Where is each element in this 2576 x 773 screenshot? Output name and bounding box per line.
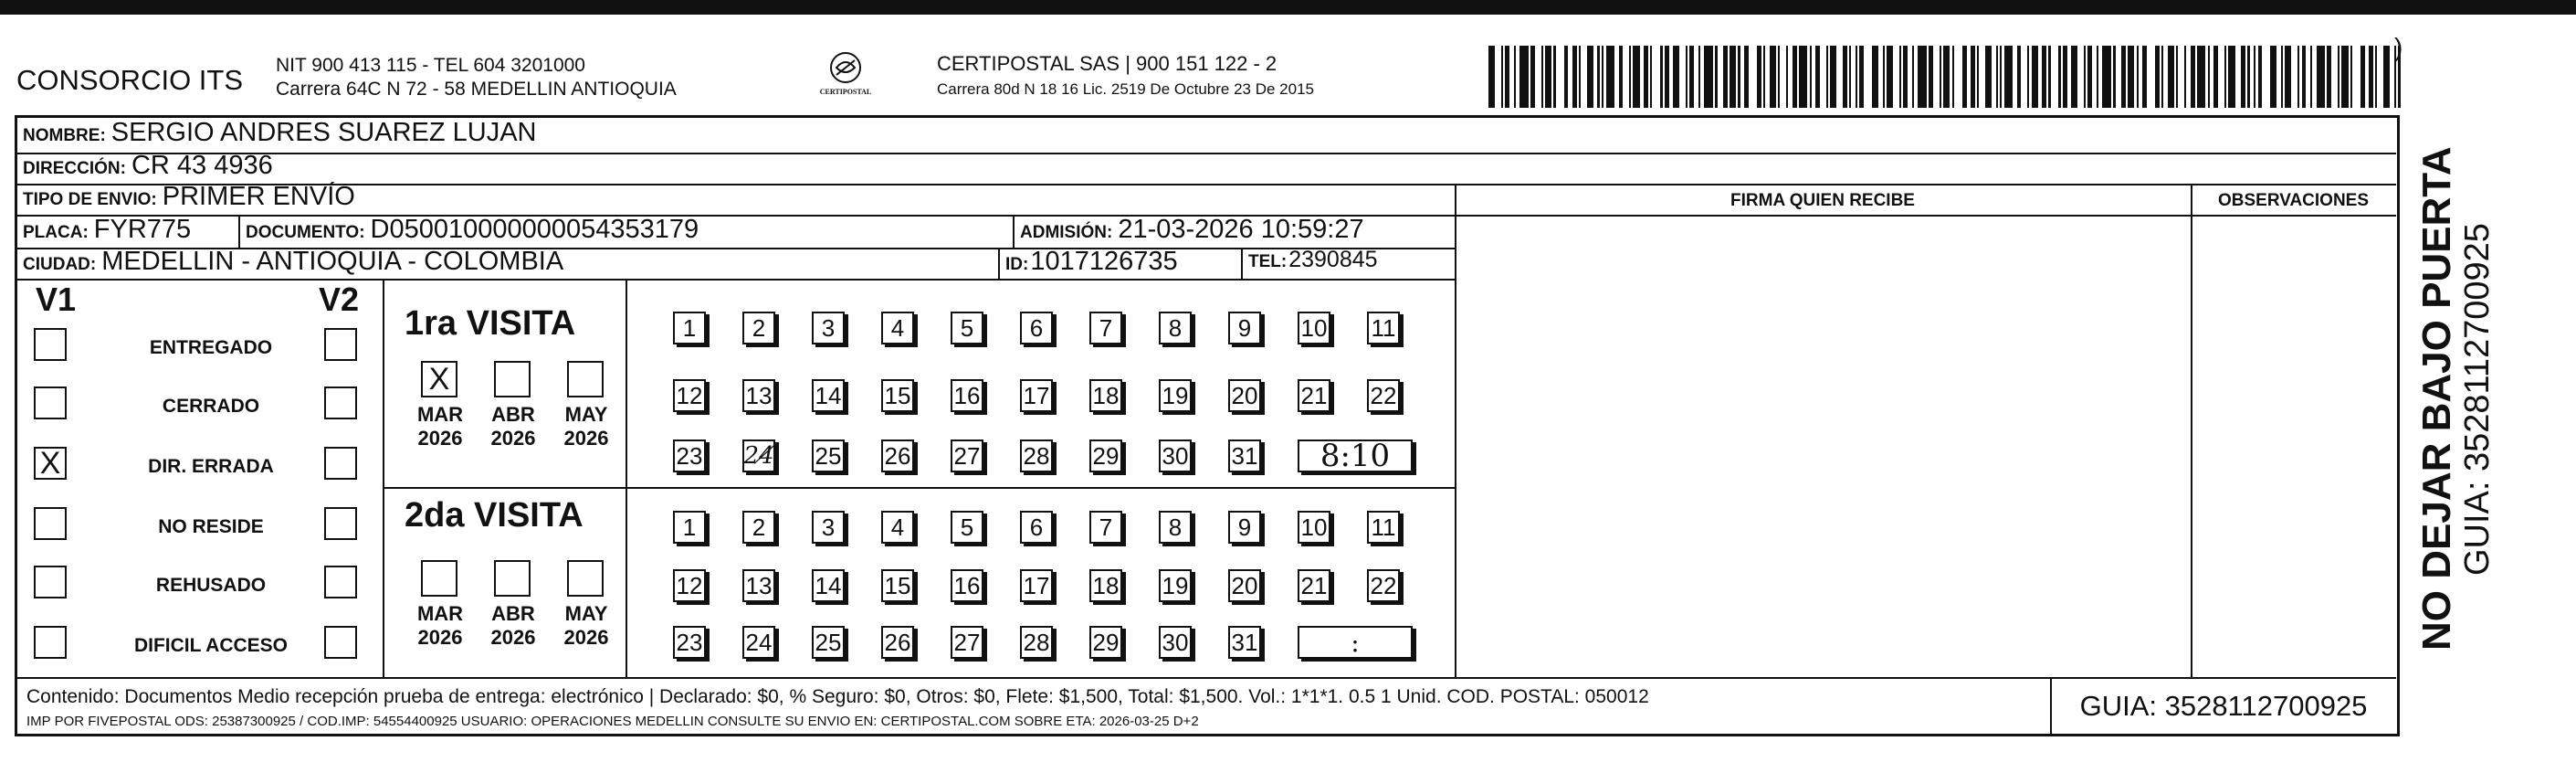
divider <box>17 677 2396 679</box>
day-box[interactable]: 17 <box>1020 569 1053 602</box>
day-box[interactable]: 19 <box>1159 569 1192 602</box>
day-box[interactable]: 29 <box>1089 626 1122 659</box>
barcode-bar <box>2241 46 2245 108</box>
barcode-bar <box>1738 46 1740 108</box>
barcode-bar <box>2087 46 2092 108</box>
firma-header: FIRMA QUIEN RECIBE <box>1730 191 1915 210</box>
day-box[interactable]: 20 <box>1228 379 1261 412</box>
barcode-bar <box>2341 46 2348 108</box>
barcode-bar <box>1686 46 1688 108</box>
barcode-bar <box>2197 46 2206 108</box>
barcode-bar <box>2247 46 2249 108</box>
month-checkbox[interactable] <box>567 361 604 397</box>
day-box[interactable]: 27 <box>951 626 983 659</box>
direccion-value: CR 43 4936 <box>131 151 273 180</box>
day-box[interactable]: 8 <box>1159 511 1192 544</box>
barcode-bar <box>2137 46 2139 108</box>
barcode-bar <box>2258 46 2263 108</box>
barcode-bar <box>1602 46 1603 108</box>
barcode-bar <box>2270 46 2276 108</box>
barcode-bar <box>2113 46 2115 108</box>
barcode-bar <box>1883 46 1885 108</box>
barcode-bar <box>1810 46 1812 108</box>
barcode-bar <box>1826 46 1828 108</box>
barcode-bar <box>2155 46 2160 108</box>
observaciones-header: OBSERVACIONES <box>2217 191 2370 210</box>
day-box[interactable]: 2 <box>742 511 775 544</box>
divider <box>626 279 627 677</box>
barcode-bar <box>1619 46 1624 108</box>
barcode-bar <box>1903 46 1908 108</box>
barcode-bar <box>1763 46 1765 108</box>
v2-checkbox[interactable] <box>324 566 357 598</box>
placa-value: FYR775 <box>93 215 192 244</box>
tel-label: TEL: <box>1248 252 1288 271</box>
divider <box>17 153 2396 154</box>
day-box[interactable]: 3 <box>812 511 845 544</box>
barcode-bar <box>1996 46 1998 108</box>
day-box[interactable]: 31 <box>1228 626 1261 659</box>
top-border-bar <box>0 0 2576 15</box>
barcode-bar <box>1488 46 1495 108</box>
barcode-bar <box>1553 46 1555 108</box>
barcode-bar <box>1843 46 1847 108</box>
admision-label: ADMISIÓN: <box>1020 223 1113 242</box>
barcode-bar <box>1757 46 1761 108</box>
guia-footer: GUIA: 3528112700925 <box>2079 690 2368 722</box>
barcode-bar <box>2071 46 2077 108</box>
nombre-value: SERGIO ANDRES SUAREZ LUJAN <box>110 118 537 147</box>
barcode-bar <box>1698 46 1700 108</box>
day-box[interactable]: 2 <box>742 312 775 344</box>
barcode-bar <box>1952 46 1954 108</box>
divider <box>17 184 2396 185</box>
barcode-bar <box>2048 46 2050 108</box>
barcode-bar <box>2281 46 2283 108</box>
barcode-bar <box>1887 46 1893 108</box>
second-visit-title: 2da VISITA <box>405 496 584 535</box>
barcode-bar <box>2102 46 2111 108</box>
v1-checkbox[interactable] <box>34 566 67 598</box>
barcode-bar <box>2228 46 2234 108</box>
barcode-bar <box>1723 46 1728 108</box>
logo-text: CERTIPOSTAL <box>819 88 872 96</box>
day-box[interactable]: 30 <box>1159 439 1192 472</box>
day-box[interactable]: 26 <box>881 439 914 472</box>
day-box[interactable]: 25 <box>812 626 845 659</box>
month-checkbox[interactable] <box>494 361 531 397</box>
barcode-bar <box>2383 46 2390 108</box>
barcode-bar <box>2042 46 2046 108</box>
barcode-bar <box>1793 46 1797 108</box>
v2-checkbox[interactable] <box>324 447 357 480</box>
tipo-value: PRIMER ENVÍO <box>162 182 355 211</box>
barcode-bar <box>2369 46 2373 108</box>
day-box[interactable]: 21 <box>1298 379 1330 412</box>
day-box[interactable]: 7 <box>1089 312 1122 344</box>
barcode-bar <box>1689 46 1694 108</box>
id-label: ID: <box>1005 255 1029 274</box>
day-box[interactable]: 5 <box>951 511 983 544</box>
day-box[interactable]: 17 <box>1020 379 1053 412</box>
day-box[interactable]: 11 <box>1367 511 1400 544</box>
barcode-bar <box>2000 46 2002 108</box>
divider <box>383 279 384 677</box>
day-box[interactable]: 1 <box>673 511 706 544</box>
divider <box>17 279 1455 281</box>
barcode-bar <box>2224 46 2226 108</box>
month-label: MAR 2026 <box>416 403 464 450</box>
certipostal-logo <box>816 49 875 106</box>
day-box[interactable]: 28 <box>1020 626 1053 659</box>
nombre-row <box>23 118 537 148</box>
direccion-label: DIRECCIÓN: <box>23 159 126 178</box>
barcode-bar <box>1514 46 1516 108</box>
barcode-bar <box>1519 46 1529 108</box>
v1-checkbox[interactable] <box>34 386 67 419</box>
barcode-bar <box>1918 46 1927 108</box>
month-checkbox[interactable] <box>421 560 457 597</box>
divider <box>1241 248 1243 279</box>
month-label: MAY 2026 <box>563 602 609 649</box>
status-label: DIFICIL ACCESO <box>133 635 288 656</box>
delivery-form <box>15 115 2400 736</box>
v2-checkbox[interactable] <box>324 626 357 659</box>
barcode-bar <box>1673 46 1679 108</box>
barcode-bar <box>2176 46 2178 108</box>
no-dejar-bajo-puerta: NO DEJAR BAJO PUERTA <box>2414 146 2459 651</box>
barcode-bar <box>1629 46 1631 108</box>
month-label: ABR 2026 <box>490 403 536 450</box>
id-cell <box>1005 247 1178 277</box>
barcode-bar <box>2027 46 2029 108</box>
day-box[interactable]: 4 <box>881 511 914 544</box>
month-label: ABR 2026 <box>490 602 536 649</box>
v1-checkbox[interactable] <box>34 328 67 361</box>
admision-cell <box>1020 215 1364 245</box>
barcode-bar <box>1730 46 1736 108</box>
day-box[interactable]: 9 <box>1228 511 1261 544</box>
barcode-bar <box>1856 46 1857 108</box>
id-value: 1017126735 <box>1030 247 1178 276</box>
company-nit: NIT 900 413 115 - TEL 604 3201000 <box>276 55 585 76</box>
barcode-bar <box>2302 46 2307 108</box>
day-box[interactable]: 11 <box>1367 312 1400 344</box>
barcode-bar <box>1644 46 1648 108</box>
barcode <box>1488 46 2406 108</box>
barcode-bar <box>1633 46 1639 108</box>
day-box[interactable]: 23 <box>673 626 706 659</box>
barcode-bar <box>1872 46 1878 108</box>
direccion-row <box>23 151 273 181</box>
barcode-bar <box>1899 46 1901 108</box>
day-box[interactable]: 4 <box>881 312 914 344</box>
day-box[interactable]: 14 <box>812 379 845 412</box>
barcode-bar <box>1587 46 1593 108</box>
barcode-bar <box>1786 46 1788 108</box>
day-box[interactable]: 15 <box>881 569 914 602</box>
barcode-bar <box>2285 46 2291 108</box>
placa-label: PLACA: <box>23 223 89 242</box>
barcode-bar <box>1545 46 1551 108</box>
barcode-bar <box>1650 46 1652 108</box>
month-label: MAR 2026 <box>416 602 464 649</box>
barcode-bar <box>2317 46 2326 108</box>
divider <box>383 487 1455 489</box>
v1-checkbox[interactable] <box>34 507 67 540</box>
v2-checkbox[interactable] <box>324 386 357 419</box>
day-box[interactable]: 13 <box>742 379 775 412</box>
nombre-label: NOMBRE: <box>23 126 106 145</box>
company-name: CONSORCIO ITS <box>16 64 244 96</box>
barcode-bar <box>2121 46 2126 108</box>
time-box[interactable]: 8:10 <box>1298 439 1413 472</box>
day-box[interactable]: 6 <box>1020 511 1053 544</box>
month-checkbox[interactable] <box>567 560 604 597</box>
barcode-bar <box>2338 46 2339 108</box>
day-box[interactable]: 12 <box>673 569 706 602</box>
barcode-bar <box>1660 46 1662 108</box>
day-box[interactable]: 18 <box>1089 569 1122 602</box>
certipostal-address: Carrera 80d N 18 16 Lic. 2519 De Octubre 23 De 2015 <box>937 80 1314 98</box>
barcode-bar <box>2097 46 2098 108</box>
v2-checkbox[interactable] <box>324 507 357 540</box>
barcode-bar <box>2017 46 2022 108</box>
barcode-bar <box>2254 46 2255 108</box>
barcode-bar <box>2032 46 2038 108</box>
barcode-bar <box>1572 46 1577 108</box>
barcode-bar <box>2310 46 2312 108</box>
month-checkbox[interactable]: X <box>421 361 457 397</box>
barcode-bar <box>1815 46 1820 108</box>
barcode-bar <box>2213 46 2218 108</box>
barcode-bar <box>1962 46 1967 108</box>
divider <box>2191 184 2192 677</box>
status-label: NO RESIDE <box>158 516 264 537</box>
barcode-bar <box>1770 46 1776 108</box>
tel-value: 2390845 <box>1288 247 1378 272</box>
guia-vertical: GUIA: 3528112700925 <box>2458 223 2497 576</box>
day-box[interactable]: 12 <box>673 379 706 412</box>
status-label: CERRADO <box>162 396 260 417</box>
barcode-bar <box>1971 46 1975 108</box>
day-box[interactable]: 22 <box>1367 569 1400 602</box>
barcode-bar <box>2058 46 2060 108</box>
barcode-bar <box>2142 46 2147 108</box>
barcode-bar <box>1943 46 1950 108</box>
day-box[interactable]: 19 <box>1159 379 1192 412</box>
status-label: ENTREGADO <box>149 337 273 358</box>
barcode-bar <box>2184 46 2186 108</box>
tipo-label: TIPO DE ENVIO: <box>23 190 157 209</box>
v1-checkbox[interactable] <box>34 626 67 659</box>
barcode-bar <box>1849 46 1851 108</box>
tipo-row <box>23 182 355 212</box>
divider <box>1013 215 1015 248</box>
day-box[interactable]: 10 <box>1298 511 1330 544</box>
status-label: DIR. ERRADA <box>148 456 274 477</box>
documento-label: DOCUMENTO: <box>246 223 365 242</box>
barcode-bar <box>1597 46 1599 108</box>
day-box[interactable]: 31 <box>1228 439 1261 472</box>
barcode-bar <box>2161 46 2163 108</box>
day-box[interactable]: 9 <box>1228 312 1261 344</box>
day-box[interactable]: 3 <box>812 312 845 344</box>
day-box[interactable]: 24 <box>742 626 775 659</box>
status-label: REHUSADO <box>155 575 267 596</box>
company-address: Carrera 64C N 72 - 58 MEDELLIN ANTIOQUIA <box>276 79 677 100</box>
v1-checkbox[interactable]: X <box>34 447 67 480</box>
day-box[interactable]: 10 <box>1298 312 1330 344</box>
documento-value: D050010000000054353179 <box>370 215 699 244</box>
barcode-bar <box>2208 46 2210 108</box>
v1-header: V1 <box>36 281 77 318</box>
v2-header: V2 <box>319 281 360 318</box>
barcode-bar <box>1778 46 1780 108</box>
barcode-bar <box>2297 46 2299 108</box>
barcode-bar <box>2128 46 2134 108</box>
v2-checkbox[interactable] <box>324 328 357 361</box>
month-checkbox[interactable] <box>494 560 531 597</box>
barcode-bar <box>1665 46 1669 108</box>
day-box[interactable]: 23 <box>673 439 706 472</box>
imp-text: IMP POR FIVEPOSTAL ODS: 25387300925 / COD.IMP: 54554400925 USUARIO: OPERACIONES MEDELLIN CONSULTE SU ENVIO EN: CERTIPOSTAL.COM SOBRE ETA: 2026-03-25 D+2 <box>26 714 1199 729</box>
day-box[interactable]: 18 <box>1089 379 1122 412</box>
tel-cell <box>1248 247 1378 273</box>
day-box[interactable]: 16 <box>951 569 983 602</box>
day-box[interactable]: 24̸ <box>742 439 775 472</box>
divider <box>998 248 1000 279</box>
day-box[interactable]: 22 <box>1367 379 1400 412</box>
day-box[interactable]: 8 <box>1159 312 1192 344</box>
barcode-bar <box>2063 46 2067 108</box>
barcode-bar <box>1715 46 1717 108</box>
barcode-bar <box>2375 46 2377 108</box>
barcode-bar <box>1704 46 1713 108</box>
barcode-bar <box>1744 46 1749 108</box>
placa-cell <box>23 215 191 245</box>
barcode-bar <box>1541 46 1543 108</box>
barcode-bar <box>1564 46 1569 108</box>
barcode-bar <box>1929 46 1933 108</box>
barcode-bar <box>1859 46 1864 108</box>
documento-cell <box>246 215 699 245</box>
barcode-bar <box>1505 46 1509 108</box>
barcode-bar <box>1501 46 1503 108</box>
day-box[interactable]: 30 <box>1159 626 1192 659</box>
day-box[interactable]: 21 <box>1298 569 1330 602</box>
day-box[interactable]: 20 <box>1228 569 1261 602</box>
barcode-bar <box>2168 46 2174 108</box>
certipostal-info: CERTIPOSTAL SAS | 900 151 122 - 2 <box>937 52 1277 75</box>
barcode-bar <box>1940 46 1941 108</box>
day-box[interactable]: 16 <box>951 379 983 412</box>
barcode-bar <box>2004 46 2013 108</box>
contenido-text: Contenido: Documentos Medio recepción prueba de entrega: electrónico | Declarado: $0, % Seguro: $0, Otros: $0, Flete: $1,500, Total: $1,500. Vol.: 1*1*1. 0.5 1 Unid. COD. POSTAL: 050012 <box>26 686 1649 707</box>
ciudad-label: CIUDAD: <box>23 255 97 274</box>
barcode-bar <box>1606 46 1615 108</box>
day-box[interactable]: 29 <box>1089 439 1122 472</box>
barcode-bar <box>2084 46 2086 108</box>
divider <box>238 215 240 248</box>
barcode-bar <box>2350 46 2352 108</box>
barcode-bar <box>2191 46 2195 108</box>
barcode-bar <box>1530 46 1535 108</box>
day-box[interactable]: 7 <box>1089 511 1122 544</box>
ciudad-value: MEDELLIN - ANTIOQUIA - COLOMBIA <box>101 247 564 276</box>
day-box[interactable]: 13 <box>742 569 775 602</box>
day-box[interactable]: 25 <box>812 439 845 472</box>
day-box[interactable]: 6 <box>1020 312 1053 344</box>
barcode-bar <box>1830 46 1836 108</box>
first-visit-title: 1ra VISITA <box>405 304 576 343</box>
admision-value: 21-03-2026 10:59:27 <box>1118 215 1364 244</box>
barcode-bar <box>2360 46 2365 108</box>
time-box[interactable]: : <box>1298 626 1413 659</box>
divider <box>1455 184 1456 677</box>
barcode-bar <box>1912 46 1914 108</box>
month-label: MAY 2026 <box>563 403 609 450</box>
barcode-bar <box>2327 46 2331 108</box>
day-box[interactable]: 26 <box>881 626 914 659</box>
ciudad-cell <box>23 247 563 277</box>
day-box[interactable]: 14 <box>812 569 845 602</box>
day-box[interactable]: 28 <box>1020 439 1053 472</box>
day-box[interactable]: 1 <box>673 312 706 344</box>
corner-mark: ) <box>2394 33 2403 61</box>
day-box[interactable]: 15 <box>881 379 914 412</box>
barcode-bar <box>1579 46 1581 108</box>
barcode-bar <box>1977 46 1979 108</box>
barcode-bar <box>1799 46 1808 108</box>
day-box[interactable]: 27 <box>951 439 983 472</box>
barcode-bar <box>1985 46 1992 108</box>
day-box[interactable]: 5 <box>951 312 983 344</box>
